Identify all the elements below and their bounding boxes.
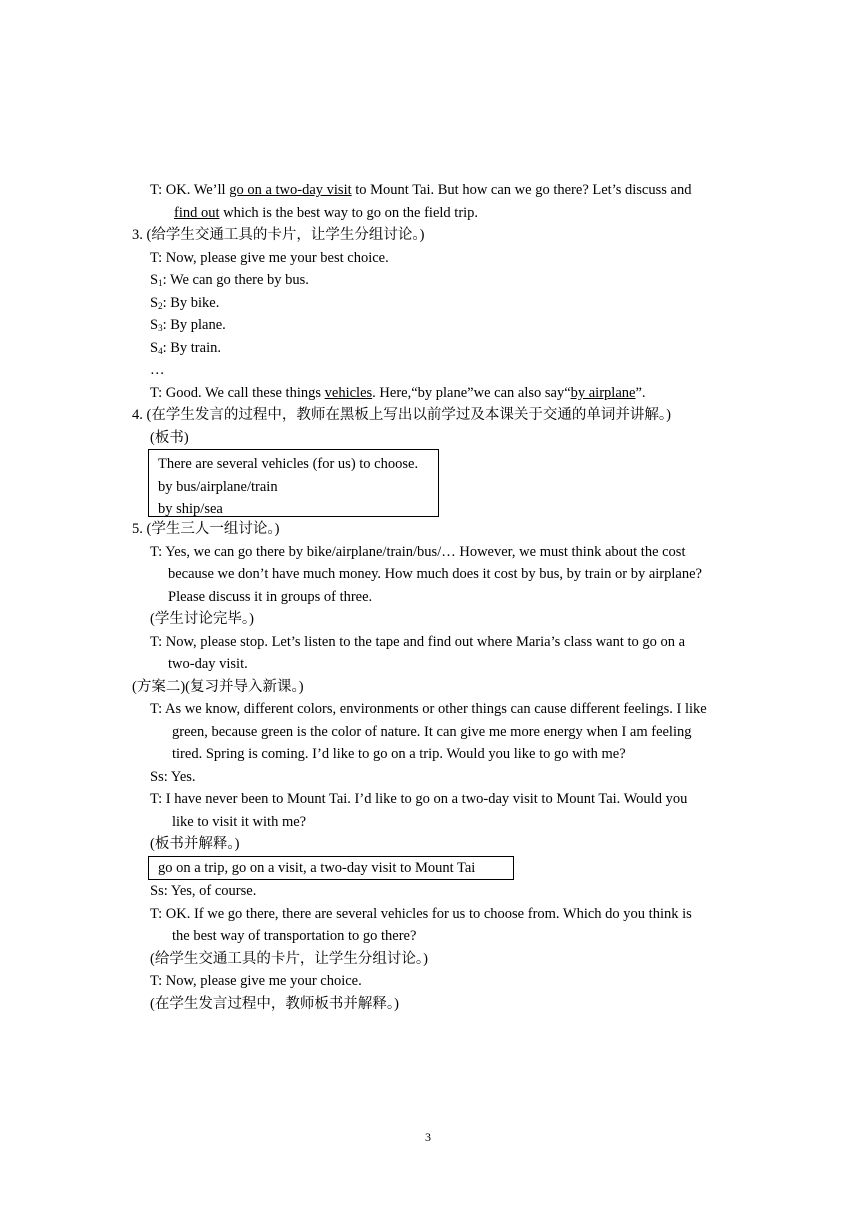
dialogue-line: T: Now, please give me your choice. — [150, 973, 362, 989]
dialogue-line: T: Now, please give me your best choice. — [150, 250, 389, 266]
underlined-phrase: go on a two-day visit — [229, 182, 352, 198]
underlined-phrase: by airplane — [570, 385, 636, 401]
dialogue-line: T: Yes, we can go there by bike/airplane/train/bus/… However, we must think about the cost — [150, 544, 686, 560]
dialogue-line: T: As we know, different colors, environments or other things can cause different feelings. I like — [150, 701, 707, 717]
text-run: to Mount Tai. But how can we go there? Let’s discuss and — [351, 182, 692, 198]
page-number: 3 — [425, 1130, 431, 1144]
step-heading: 3. (给学生交通工具的卡片，让学生分组讨论。) — [132, 227, 425, 243]
dialogue-line: Ss: Yes. — [150, 769, 196, 785]
dialogue-line: green, because green is the color of nature. It can give me more energy when I am feeling — [172, 724, 692, 740]
dialogue-line: $S_4$: By train. — [150, 340, 221, 356]
step-heading: 5. (学生三人一组讨论。) — [132, 521, 280, 537]
ellipsis: … — [150, 362, 165, 378]
dialogue-line: two-day visit. — [168, 656, 248, 672]
dialogue-line: because we don’t have much money. How much does it cost by bus, by train or by airplane? — [168, 566, 702, 582]
dialogue-line: T: Now, please stop. Let’s listen to the tape and find out where Maria’s class want to go on a — [150, 634, 686, 650]
note-line: (在学生发言过程中，教师板书并解释。) — [150, 996, 399, 1012]
dialogue-line: T: OK. If we go there, there are several vehicles for us to choose from. Which do you think is — [150, 906, 692, 922]
dialogue-line: the best way of transportation to go there? — [172, 928, 417, 944]
dialogue-line — [174, 204, 478, 222]
section-heading: (方案二)(复习并导入新课。) — [132, 679, 304, 695]
board-label: (板书并解释。) — [150, 836, 240, 852]
box-line: There are several vehicles (for us) to choose. — [158, 456, 419, 472]
blackboard-box — [148, 856, 514, 880]
dialogue-line: like to visit it with me? — [172, 814, 307, 830]
board-label: (板书) — [150, 430, 189, 446]
dialogue-line: T: Good. We call these things vehicles. Here,“by plane”we can also say“by airplane”. — [150, 385, 646, 401]
note-line: (学生讨论完毕。) — [150, 611, 254, 627]
note-line: (给学生交通工具的卡片，让学生分组讨论。) — [150, 951, 428, 967]
blackboard-box — [148, 449, 439, 517]
text-run: T: OK. We’ll — [150, 182, 230, 198]
dialogue-line: $S_3$: By plane. — [150, 317, 226, 333]
dialogue-line: Ss: Yes, of course. — [150, 883, 257, 899]
dialogue-line: $S_2$: By bike. — [150, 295, 220, 311]
underlined-phrase: find out — [174, 205, 220, 221]
box-line: go on a trip, go on a visit, a two-day visit to Mount Tai — [158, 860, 476, 876]
dialogue-line: tired. Spring is coming. I’d like to go on a trip. Would you like to go with me? — [172, 746, 626, 762]
dialogue-line: T: I have never been to Mount Tai. I’d like to go on a two-day visit to Mount Tai. Would you — [150, 791, 688, 807]
box-line: by bus/airplane/train — [158, 478, 278, 495]
underlined-phrase: vehicles — [324, 385, 373, 401]
step-heading: 4. (在学生发言的过程中，教师在黑板上写出以前学过及本课关于交通的单词并讲解。) — [132, 407, 671, 423]
text-run: which is the best way to go on the field trip. — [219, 205, 479, 221]
dialogue-line: Please discuss it in groups of three. — [168, 589, 373, 605]
box-line: by ship/sea — [158, 501, 223, 517]
dialogue-line — [150, 181, 691, 199]
dialogue-line: $S_1$: We can go there by bus. — [150, 272, 309, 288]
